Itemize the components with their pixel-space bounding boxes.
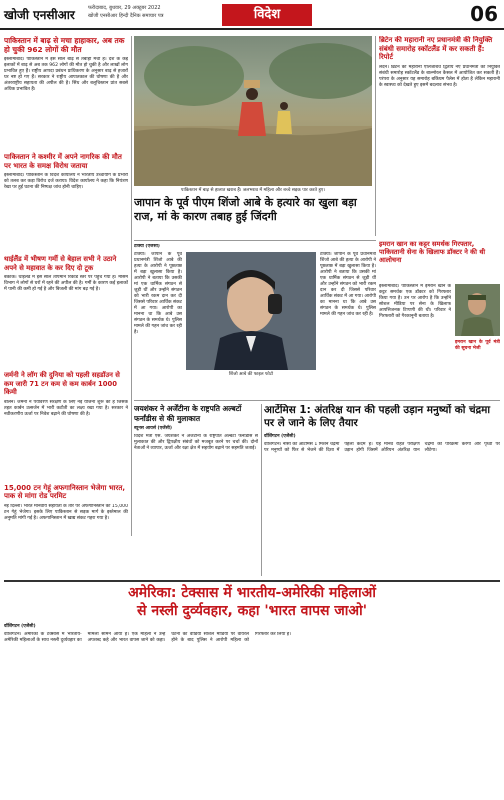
- portrait-illustration: [186, 252, 316, 370]
- masthead: [0, 0, 504, 30]
- body-artemis: वॉशिंगटन। नासा का आर्टेमिस 1 मिशन चंद्रमा पर मनुष्यों को फिर से भेजने की दिशा में पहला कदम है। यह मानव रहित परीक्षण उड़ान होगी जिसमें ओरियन अंतरिक्ष यान चंद्रमा की परिक्रमा करेगा और पृथ्वी पर लौटेगा।: [264, 442, 500, 453]
- headline-jaishankar: जयशंकर ने अर्जेंटीना के राष्ट्रपति अल्बर्टो फर्नांडीस से की मुलाकात: [134, 404, 242, 423]
- body-japan-right: टोक्यो। जापान के पूर्व प्रधानमंत्री शिंजो आबे की हत्या के आरोपी ने पूछताछ में बड़ा खुलासा किया है। आरोपी ने बताया कि उसकी मां एक धार्मिक संगठन से जुड़ी थीं और उन्होंने संगठन को भारी रकम दान कर दी जिससे परिवार आर्थिक संकट में आ गया। आरोपी का मानना था कि आबे उस संगठन के समर्थक थे। पुलिस मामले की गहन जांच कर रही है।: [320, 252, 376, 317]
- column-divider-left: [131, 36, 132, 536]
- doctor-portrait-illustration: [455, 284, 500, 336]
- body-imran-supporter: इस्लामाबाद। पाकिस्तान में इमरान खान के कट्टर समर्थक एक डॉक्टर को गिरफ्तार किया गया है। उन पर आरोप है कि उन्होंने सोशल मीडिया पर सेना के खिलाफ आपत्तिजनक टिप्पणी की थी। परिवार ने गिरफ्तारी को गैरकानूनी बताया है।: [379, 284, 451, 319]
- byline-jaishankar: ब्यूनस आयर्स (एजेंसी): [134, 426, 172, 431]
- flood-photo-caption: पाकिस्तान में बाढ़ से हालात खराब हैं। जलभराव में महिला और बच्चे सड़क पार करते हुए।: [180, 188, 326, 193]
- headline-japan-abe: जापान के पूर्व पीएम शिंजो आबे के हत्यारे का खुला बड़ा राज, मां के कारण तबाह हुई जिंदगी: [134, 196, 357, 223]
- body-pakistan-flood: इस्लामाबाद। पाकिस्तान में इस साल बाढ़ से तबाही मची है। देश के कई इलाकों में बाढ़ से अब तक 962 लोगों की मौत हो चुकी है और लाखों लोग प्रभावित हुए हैं। राष्ट्रीय आपदा प्रबंधन प्राधिकरण के अनुसार बाढ़ से हजारों घर नष्ट हो गए हैं। सरकार ने राष्ट्रीय आपातकाल की घोषणा की है और अंतरराष्ट्रीय सहायता की अपील की है। सिंध और बलूचिस्तान प्रांत सबसे अधिक प्रभावित हैं।: [4, 57, 128, 92]
- newspaper-logo: खोजी एनसीआर: [4, 8, 75, 22]
- headline-kashmir-protest: पाकिस्तान ने कश्मीर में अपने नागरिक की मौत पर भारत के समक्ष विरोध जताया: [4, 153, 122, 170]
- byline-texas: वॉशिंगटन (एजेंसी): [4, 624, 36, 629]
- person-figure: [276, 102, 292, 134]
- byline-japan: टोक्यो (एजेंसी): [134, 244, 160, 249]
- doctor-photo: [455, 284, 500, 336]
- byline-artemis: वॉशिंगटन (एजेंसी): [264, 434, 296, 439]
- masthead-tagline: खोजी एनसीआर हिन्दी दैनिक समाचार पत्र: [88, 13, 164, 19]
- headline-artemis: आर्टेमिस 1: अंतरिक्ष यान की पहली उड़ान मनुष्यों को चंद्रमा पर ले जाने के लिए तैयार: [264, 404, 491, 429]
- body-thailand-heat: बैंकॉक। थाईलैंड में इस साल तापमान रिकॉर्ड स्तर पर पहुंच गया है। मौसम विभाग ने लोगों से घरों में रहने की अपील की है। गर्मी के कारण कई इलाकों में पानी की कमी हो गई है और बिजली की मांग बढ़ गई है।: [4, 275, 128, 292]
- horizontal-rule-mid: [134, 400, 500, 401]
- column-divider-mid: [261, 404, 262, 576]
- body-texas: वॉशिंगटन। अमेरिका के टेक्सास में भारतीय-अमेरिकी महिलाओं के साथ नस्ली दुर्व्यवहार का मामला सामने आया है। एक महिला ने उन्हें अपशब्द कहे और भारत वापस जाने को कहा। घटना का वीडियो सोशल मीडिया पर वायरल होने के बाद पुलिस ने आरोपी महिला को गिरफ्तार कर लिया है।: [4, 632, 291, 643]
- headline-wheat-afghanistan: 15,000 टन गेहूं अफगानिस्तान भेजेगा भारत, पाक से मांगा रोड परमिट: [4, 483, 125, 500]
- headline-uk-queen: ब्रिटेन की महारानी नए प्रधानमंत्री की नियुक्ति संबंधी समारोह स्कॉटलैंड में कर सकती हैं: रिपोर्ट: [379, 36, 493, 62]
- flood-photo: [134, 36, 372, 186]
- jaishankar-story: [134, 404, 258, 578]
- right-column-top: [379, 36, 500, 236]
- japan-headline-block: [134, 196, 378, 238]
- japan-story: [134, 244, 376, 398]
- inset-label-imran: इमरान खान के पूर्व मंत्री की सूचना भेजी: [455, 340, 500, 351]
- horizontal-rule-bottom: [4, 580, 500, 582]
- headline-imran-supporter: इमरान खान का कट्टर समर्थक गिरफ्तार, पाकिस्तानी सेना के खिलाफ डॉक्टर ने की थी आलोचना: [379, 240, 486, 265]
- headline-texas-line1: अमेरिका: टेक्सास में भारतीय-अमेरिकी महिलाओं: [128, 585, 376, 601]
- masthead-date: फरीदाबाद, बुधवार, 29 अक्टूबर 2022: [88, 5, 161, 11]
- body-uk-queen: लंदन। ब्रिटेन की महारानी एलिजाबेथ द्वितीय नए प्रधानमंत्री की नियुक्ति संबंधी समारोह स्कॉटलैंड के बाल्मोरल कैसल में आयोजित कर सकती हैं। परंपरा के अनुसार यह समारोह बकिंघम पैलेस में होता है लेकिन महारानी के स्वास्थ्य को देखते हुए इसमें बदलाव संभव है।: [379, 64, 500, 88]
- headline-texas-line2: से नस्ली दुर्व्यवहार, कहा 'भारत वापस जाओ': [137, 603, 367, 619]
- body-wheat-afghanistan: नई दिल्ली। भारत मानवीय सहायता के तौर पर अफगानिस्तान को 15,000 टन गेहूं भेजेगा। इसके लिए पाकिस्तान से सड़क मार्ग के इस्तेमाल की अनुमति मांगी गई है। अफगानिस्तान में खाद्य संकट गहरा गया है।: [4, 503, 128, 521]
- horizontal-rule-japan: [134, 240, 376, 241]
- page-number: 06: [470, 2, 498, 26]
- artemis-story: [264, 404, 500, 578]
- body-kashmir-protest: इस्लामाबाद। पाकिस्तान के विदेश कार्यालय ने भारतीय उच्चायोग के प्रभारी को तलब कर कड़ा विरोध दर्ज कराया। विदेश कार्यालय ने कहा कि नियंत्रण रेखा पर हुई घटना की निष्पक्ष जांच होनी चाहिए।: [4, 173, 128, 190]
- person-figure: [238, 80, 266, 136]
- section-label: विदेश: [222, 4, 312, 26]
- body-germany-carbon: बर्लिन। जर्मनी ने पर्यावरण संरक्षण के लिए नई योजना शुरू की है जिसके तहत कार्बन उत्सर्जन में भारी कटौती का लक्ष्य रखा गया है। सरकार ने नवीकरणीय ऊर्जा पर निवेश बढ़ाने की घोषणा की है।: [4, 399, 128, 417]
- masthead-meta: [88, 4, 208, 20]
- bottom-story: [4, 584, 500, 798]
- flood-scene-illustration: [134, 36, 372, 186]
- shinzo-abe-photo-caption: शिंजो आबे की फाइल फोटो: [228, 372, 274, 377]
- headline-germany-carbon: जर्मनी ने लॉग की दुनिया को पहली सहडॉउन से कम जारी 71 टन कम से कम कार्बन 1000 किमी: [4, 371, 120, 396]
- body-japan-left: टोक्यो। जापान के पूर्व प्रधानमंत्री शिंजो आबे की हत्या के आरोपी ने पूछताछ में बड़ा खुलासा किया है। आरोपी ने बताया कि उसकी मां एक धार्मिक संगठन से जुड़ी थीं और उन्होंने संगठन को भारी रकम दान कर दी जिससे परिवार आर्थिक संकट में आ गया। आरोपी का मानना था कि आबे उस संगठन के समर्थक थे। पुलिस मामले की गहन जांच कर रही है।: [134, 252, 182, 335]
- headline-pakistan-flood: पाकिस्तान में बाढ़ से मचा हाहाकार, अब तक हो चुकी 962 लोगों की मौत: [4, 36, 125, 54]
- headline-thailand-heat: थाईलैंड में भीषण गर्मी से बेहाल सभी ने उठाने अपने से महावात के कर दिए दो टूक: [4, 255, 117, 272]
- shinzo-abe-photo: [186, 252, 316, 370]
- left-column: [4, 36, 128, 538]
- body-jaishankar: विदेश मंत्री एस. जयशंकर ने अर्जेंटीना के राष्ट्रपति अल्बर्टो फर्नांडीस से मुलाकात की और द्विपक्षीय संबंधों को मजबूत करने पर चर्चा की। दोनों नेताओं ने व्यापार, ऊर्जा और रक्षा क्षेत्र में सहयोग बढ़ाने पर सहमति जताई।: [134, 434, 258, 451]
